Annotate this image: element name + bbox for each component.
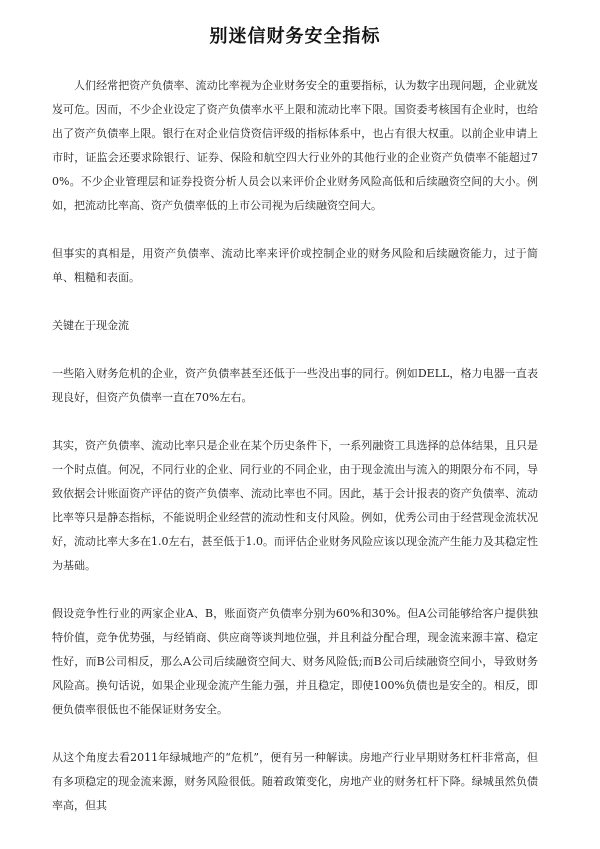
paragraph-example: 一些陷入财务危机的企业，资产负债率甚至还低于一些没出事的同行。例如DELL，格力电器一直表现良好，但资产负债率一直在70%左右。	[52, 367, 538, 404]
paragraph-greentown: 从这个角度去看2011年绿城地产的“危机”，便有另一种解读。房地产行业早期财务杠杆非常高，但有多项稳定的现金流来源，财务风险很低。随着政策变化，房地产业的财务杠杆下降。绿城虽然负债率高，但其	[52, 751, 538, 812]
paragraph-reality: 但事实的真相是，用资产负债率、流动比率来评价或控制企业的财务风险和后续融资能力，过于简单、粗糙和表面。	[52, 247, 538, 284]
paragraph-hypothetical: 假设竞争性行业的两家企业A、B，账面资产负债率分别为60%和30%。但A公司能够给客户提供独特价值，竞争优势强，与经销商、供应商等谈判地位强，并且利益分配合理，现金流来源丰富、稳定性好，而B公司相反，那么A公司后续融资空间大、财务风险低;而B公司后续融资空间小，导致财务风险高。换句话说，如果企业现金流产生能力强，并且稳定，即使100%负债也是安全的。相反，即便负债率很低也不能保证财务安全。	[52, 607, 538, 716]
paragraph-static-indicators: 其实，资产负债率、流动比率只是企业在某个历史条件下，一系列融资工具选择的总体结果，且只是一个时点值。何况，不同行业的企业、同行业的不同企业，由于现金流出与流入的期限分布不同，导致依据会计账面资产评估的资产负债率、流动比率也不同。因此，基于会计报表的资产负债率、流动比率等只是静态指标，不能说明企业经营的流动性和支付风险。例如，优秀公司由于经营现金流状况好，流动比率大多在1.0左右，甚至低于1.0。而评估企业财务风险应该以现金流产生能力及其稳定性为基础。	[52, 439, 538, 572]
page-title: 别迷信财务安全指标	[209, 26, 381, 47]
section-heading: 关键在于现金流	[52, 319, 129, 332]
paragraph-intro: 人们经常把资产负债率、流动比率视为企业财务安全的重要指标，认为数字出现问题，企业就岌岌可危。因而，不少企业设定了资产负债率水平上限和流动比率下限。国资委考核国有企业时，也给出了资产负债率上限。银行在对企业信贷资信评级的指标体系中，也占有很大权重。以前企业申请上市时，证监会还要求除银行、证券、保险和航空四大行业外的其他行业的企业资产负债率不能超过70%。不少企业管理层和证券投资分析人员会以来评价企业财务风险高低和后续融资空间的大小。例如，把流动比率高、资产负债率低的上市公司视为后续融资空间大。	[52, 79, 538, 212]
